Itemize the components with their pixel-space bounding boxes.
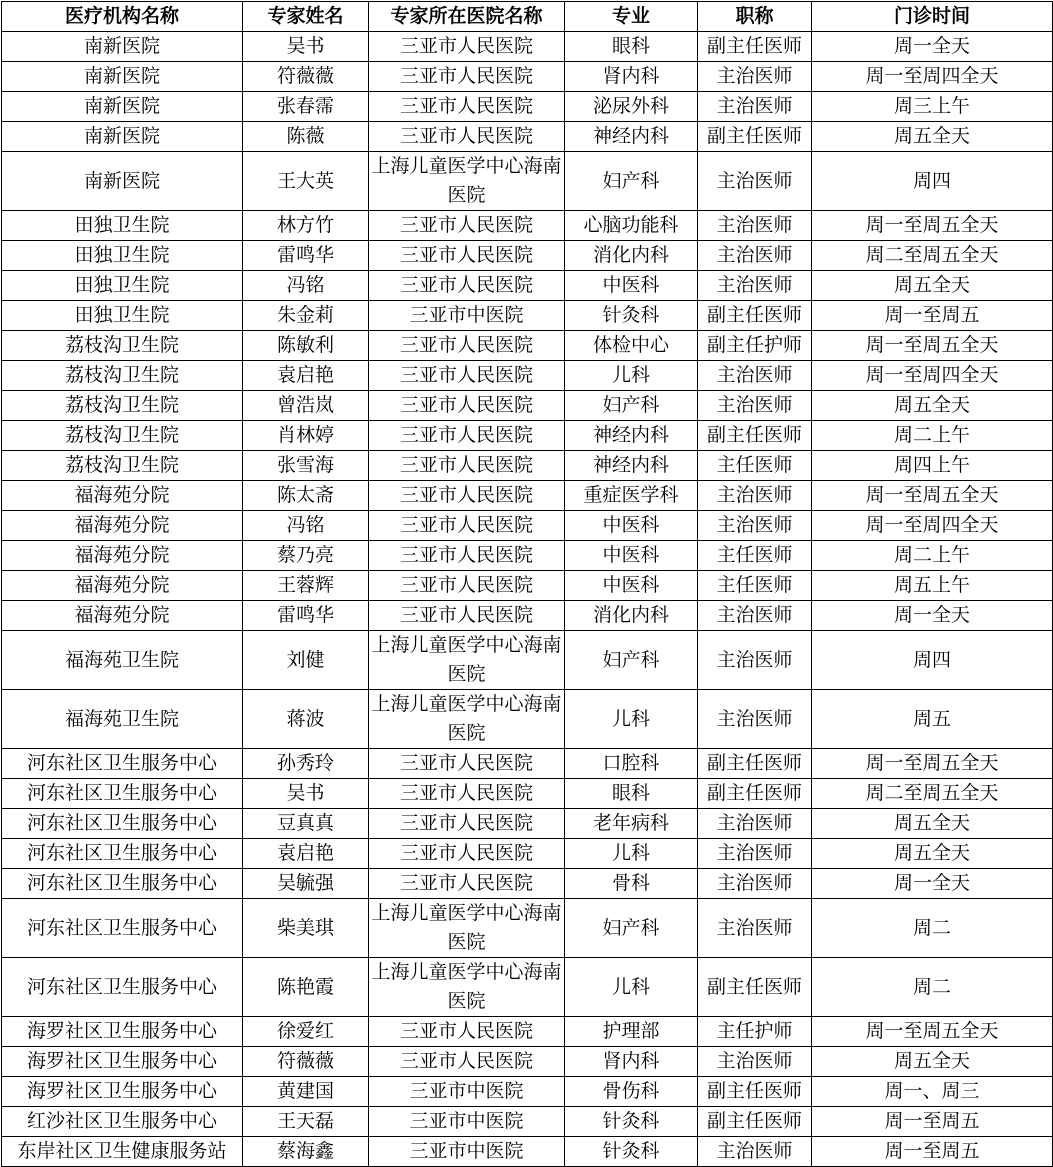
institution-cell: 南新医院: [2, 122, 243, 152]
expert-name-cell: 柴美琪: [243, 899, 369, 958]
institution-cell: 南新医院: [2, 152, 243, 211]
expert-hospital-cell: 三亚市人民医院: [369, 211, 565, 241]
specialty-cell: 口腔科: [565, 749, 698, 779]
table-row: [2, 1077, 1053, 1107]
expert-hospital-cell: 上海儿童医学中心海南医院: [369, 690, 565, 749]
table-row: [2, 958, 1053, 1017]
title-cell: 主治医师: [698, 690, 812, 749]
expert-hospital-cell: 三亚市人民医院: [369, 62, 565, 92]
expert-hospital-cell: 三亚市人民医院: [369, 32, 565, 62]
institution-cell: 东岸社区卫生健康服务站: [2, 1137, 243, 1167]
title-cell: 副主任医师: [698, 1077, 812, 1107]
clinic-time-cell: 周一至周五全天: [812, 749, 1053, 779]
institution-cell: 荔枝沟卫生院: [2, 331, 243, 361]
expert-name-cell: 朱金莉: [243, 301, 369, 331]
title-cell: 副主任医师: [698, 301, 812, 331]
table-row: [2, 62, 1053, 92]
clinic-time-cell: 周一至周五: [812, 1137, 1053, 1167]
table-row: [2, 541, 1053, 571]
table-row: [2, 869, 1053, 899]
expert-hospital-cell: 上海儿童医学中心海南医院: [369, 899, 565, 958]
title-cell: 主治医师: [698, 481, 812, 511]
specialty-cell: 消化内科: [565, 601, 698, 631]
institution-cell: 福海苑卫生院: [2, 631, 243, 690]
title-cell: 副主任医师: [698, 421, 812, 451]
clinic-time-cell: 周四上午: [812, 451, 1053, 481]
specialty-cell: 护理部: [565, 1017, 698, 1047]
title-cell: 主治医师: [698, 511, 812, 541]
expert-name-cell: 符薇薇: [243, 62, 369, 92]
expert-hospital-cell: 三亚市人民医院: [369, 779, 565, 809]
clinic-time-cell: 周二上午: [812, 421, 1053, 451]
title-cell: 主治医师: [698, 1047, 812, 1077]
expert-hospital-cell: 三亚市人民医院: [369, 511, 565, 541]
clinic-time-cell: 周五: [812, 690, 1053, 749]
expert-hospital-cell: 三亚市人民医院: [369, 241, 565, 271]
expert-name-cell: 袁启艳: [243, 839, 369, 869]
header-expert-name: 专家姓名: [243, 2, 369, 32]
title-cell: 主治医师: [698, 62, 812, 92]
table-row: [2, 301, 1053, 331]
institution-cell: 田独卫生院: [2, 241, 243, 271]
clinic-time-cell: 周一至周五全天: [812, 331, 1053, 361]
expert-hospital-cell: 上海儿童医学中心海南医院: [369, 631, 565, 690]
expert-hospital-cell: 三亚市中医院: [369, 1137, 565, 1167]
expert-hospital-cell: 三亚市人民医院: [369, 451, 565, 481]
expert-hospital-cell: 三亚市人民医院: [369, 749, 565, 779]
table-row: [2, 271, 1053, 301]
specialty-cell: 中医科: [565, 271, 698, 301]
expert-name-cell: 冯铭: [243, 511, 369, 541]
title-cell: 主治医师: [698, 92, 812, 122]
clinic-time-cell: 周五全天: [812, 809, 1053, 839]
title-cell: 主任医师: [698, 451, 812, 481]
table-row: [2, 571, 1053, 601]
institution-cell: 荔枝沟卫生院: [2, 451, 243, 481]
table-row: [2, 1107, 1053, 1137]
clinic-time-cell: 周一至周四全天: [812, 511, 1053, 541]
title-cell: 主治医师: [698, 391, 812, 421]
specialty-cell: 妇产科: [565, 631, 698, 690]
table-row: [2, 511, 1053, 541]
expert-name-cell: 吴毓强: [243, 869, 369, 899]
clinic-time-cell: 周一至周五: [812, 1107, 1053, 1137]
expert-name-cell: 袁启艳: [243, 361, 369, 391]
table-body: [2, 32, 1053, 1167]
expert-name-cell: 陈太斋: [243, 481, 369, 511]
clinic-time-cell: 周一至周四全天: [812, 62, 1053, 92]
clinic-time-cell: 周五全天: [812, 839, 1053, 869]
title-cell: 主治医师: [698, 631, 812, 690]
specialty-cell: 妇产科: [565, 152, 698, 211]
institution-cell: 河东社区卫生服务中心: [2, 809, 243, 839]
specialty-cell: 中医科: [565, 541, 698, 571]
institution-cell: 田独卫生院: [2, 271, 243, 301]
institution-cell: 福海苑分院: [2, 511, 243, 541]
institution-cell: 河东社区卫生服务中心: [2, 839, 243, 869]
expert-hospital-cell: 三亚市人民医院: [369, 481, 565, 511]
title-cell: 主任医师: [698, 571, 812, 601]
expert-name-cell: 陈薇: [243, 122, 369, 152]
expert-hospital-cell: 三亚市中医院: [369, 301, 565, 331]
expert-name-cell: 黄建国: [243, 1077, 369, 1107]
clinic-time-cell: 周二至周五全天: [812, 779, 1053, 809]
expert-hospital-cell: 上海儿童医学中心海南医院: [369, 958, 565, 1017]
clinic-time-cell: 周一、周三: [812, 1077, 1053, 1107]
expert-name-cell: 蔡乃亮: [243, 541, 369, 571]
specialty-cell: 儿科: [565, 839, 698, 869]
institution-cell: 南新医院: [2, 32, 243, 62]
expert-name-cell: 豆真真: [243, 809, 369, 839]
institution-cell: 河东社区卫生服务中心: [2, 779, 243, 809]
title-cell: 主治医师: [698, 271, 812, 301]
expert-hospital-cell: 三亚市人民医院: [369, 839, 565, 869]
specialty-cell: 神经内科: [565, 122, 698, 152]
title-cell: 主治医师: [698, 869, 812, 899]
table-row: [2, 1017, 1053, 1047]
title-cell: 副主任医师: [698, 779, 812, 809]
title-cell: 主治医师: [698, 809, 812, 839]
table-row: [2, 32, 1053, 62]
specialist-schedule-table: [1, 1, 1053, 1167]
table-row: [2, 92, 1053, 122]
table-row: [2, 421, 1053, 451]
institution-cell: 红沙社区卫生服务中心: [2, 1107, 243, 1137]
institution-cell: 荔枝沟卫生院: [2, 391, 243, 421]
title-cell: 主治医师: [698, 899, 812, 958]
title-cell: 副主任护师: [698, 331, 812, 361]
institution-cell: 福海苑分院: [2, 601, 243, 631]
specialty-cell: 儿科: [565, 361, 698, 391]
specialty-cell: 针灸科: [565, 1107, 698, 1137]
table-row: [2, 809, 1053, 839]
expert-name-cell: 刘健: [243, 631, 369, 690]
expert-name-cell: 王天磊: [243, 1107, 369, 1137]
expert-hospital-cell: 三亚市人民医院: [369, 809, 565, 839]
header-specialty: 专业: [565, 2, 698, 32]
title-cell: 副主任医师: [698, 1107, 812, 1137]
table-row: [2, 749, 1053, 779]
institution-cell: 河东社区卫生服务中心: [2, 899, 243, 958]
table-row: [2, 839, 1053, 869]
specialty-cell: 针灸科: [565, 1137, 698, 1167]
table-row: [2, 152, 1053, 211]
specialty-cell: 儿科: [565, 690, 698, 749]
table-row: [2, 122, 1053, 152]
expert-name-cell: 陈敏利: [243, 331, 369, 361]
institution-cell: 海罗社区卫生服务中心: [2, 1077, 243, 1107]
institution-cell: 福海苑卫生院: [2, 690, 243, 749]
institution-cell: 海罗社区卫生服务中心: [2, 1047, 243, 1077]
title-cell: 副主任医师: [698, 958, 812, 1017]
clinic-time-cell: 周一至周五全天: [812, 481, 1053, 511]
expert-hospital-cell: 三亚市人民医院: [369, 1047, 565, 1077]
institution-cell: 荔枝沟卫生院: [2, 421, 243, 451]
title-cell: 主治医师: [698, 1137, 812, 1167]
table-row: [2, 451, 1053, 481]
expert-name-cell: 孙秀玲: [243, 749, 369, 779]
table-row: [2, 1137, 1053, 1167]
clinic-time-cell: 周二: [812, 958, 1053, 1017]
expert-name-cell: 蒋波: [243, 690, 369, 749]
institution-cell: 南新医院: [2, 92, 243, 122]
expert-hospital-cell: 三亚市人民医院: [369, 331, 565, 361]
expert-hospital-cell: 三亚市人民医院: [369, 271, 565, 301]
clinic-time-cell: 周五全天: [812, 271, 1053, 301]
specialty-cell: 中医科: [565, 511, 698, 541]
title-cell: 副主任医师: [698, 32, 812, 62]
expert-name-cell: 张春霈: [243, 92, 369, 122]
table-row: [2, 779, 1053, 809]
institution-cell: 河东社区卫生服务中心: [2, 958, 243, 1017]
title-cell: 副主任医师: [698, 749, 812, 779]
table-row: [2, 1047, 1053, 1077]
header-clinic-time: 门诊时间: [812, 2, 1053, 32]
table-row: [2, 631, 1053, 690]
title-cell: 主治医师: [698, 361, 812, 391]
specialty-cell: 儿科: [565, 958, 698, 1017]
expert-hospital-cell: 三亚市人民医院: [369, 122, 565, 152]
specialty-cell: 心脑功能科: [565, 211, 698, 241]
table-row: [2, 899, 1053, 958]
title-cell: 主治医师: [698, 839, 812, 869]
institution-cell: 河东社区卫生服务中心: [2, 869, 243, 899]
institution-cell: 田独卫生院: [2, 301, 243, 331]
clinic-time-cell: 周二至周五全天: [812, 241, 1053, 271]
clinic-time-cell: 周一至周五全天: [812, 211, 1053, 241]
clinic-time-cell: 周一至周五全天: [812, 1017, 1053, 1047]
expert-name-cell: 王蓉辉: [243, 571, 369, 601]
clinic-time-cell: 周四: [812, 152, 1053, 211]
title-cell: 主治医师: [698, 152, 812, 211]
expert-name-cell: 符薇薇: [243, 1047, 369, 1077]
expert-hospital-cell: 三亚市人民医院: [369, 391, 565, 421]
specialty-cell: 泌尿外科: [565, 92, 698, 122]
table-row: [2, 690, 1053, 749]
title-cell: 主任医师: [698, 541, 812, 571]
title-cell: 主治医师: [698, 601, 812, 631]
table-row: [2, 331, 1053, 361]
expert-name-cell: 林方竹: [243, 211, 369, 241]
expert-hospital-cell: 三亚市人民医院: [369, 421, 565, 451]
expert-name-cell: 蔡海鑫: [243, 1137, 369, 1167]
clinic-time-cell: 周五上午: [812, 571, 1053, 601]
expert-hospital-cell: 三亚市人民医院: [369, 571, 565, 601]
expert-name-cell: 冯铭: [243, 271, 369, 301]
specialty-cell: 针灸科: [565, 301, 698, 331]
clinic-time-cell: 周二上午: [812, 541, 1053, 571]
expert-hospital-cell: 三亚市人民医院: [369, 1017, 565, 1047]
institution-cell: 海罗社区卫生服务中心: [2, 1017, 243, 1047]
expert-name-cell: 吴书: [243, 32, 369, 62]
institution-cell: 河东社区卫生服务中心: [2, 749, 243, 779]
specialty-cell: 骨科: [565, 869, 698, 899]
header-title: 职称: [698, 2, 812, 32]
expert-name-cell: 王大英: [243, 152, 369, 211]
expert-name-cell: 张雪海: [243, 451, 369, 481]
specialty-cell: 骨伤科: [565, 1077, 698, 1107]
clinic-time-cell: 周五全天: [812, 391, 1053, 421]
clinic-time-cell: 周一至周四全天: [812, 361, 1053, 391]
specialty-cell: 妇产科: [565, 899, 698, 958]
expert-hospital-cell: 三亚市中医院: [369, 1107, 565, 1137]
expert-hospital-cell: 三亚市人民医院: [369, 361, 565, 391]
header-institution: 医疗机构名称: [2, 2, 243, 32]
specialty-cell: 老年病科: [565, 809, 698, 839]
clinic-time-cell: 周二: [812, 899, 1053, 958]
specialty-cell: 体检中心: [565, 331, 698, 361]
header-row: [2, 2, 1053, 32]
specialty-cell: 中医科: [565, 571, 698, 601]
specialty-cell: 神经内科: [565, 451, 698, 481]
specialty-cell: 眼科: [565, 779, 698, 809]
clinic-time-cell: 周三上午: [812, 92, 1053, 122]
expert-name-cell: 曾浩岚: [243, 391, 369, 421]
specialty-cell: 消化内科: [565, 241, 698, 271]
institution-cell: 福海苑分院: [2, 571, 243, 601]
institution-cell: 荔枝沟卫生院: [2, 361, 243, 391]
expert-hospital-cell: 三亚市人民医院: [369, 601, 565, 631]
title-cell: 主治医师: [698, 211, 812, 241]
table-row: [2, 241, 1053, 271]
clinic-time-cell: 周五全天: [812, 122, 1053, 152]
specialty-cell: 肾内科: [565, 1047, 698, 1077]
clinic-time-cell: 周四: [812, 631, 1053, 690]
table-row: [2, 211, 1053, 241]
clinic-time-cell: 周一全天: [812, 869, 1053, 899]
institution-cell: 田独卫生院: [2, 211, 243, 241]
clinic-time-cell: 周五全天: [812, 1047, 1053, 1077]
header-expert-hospital: 专家所在医院名称: [369, 2, 565, 32]
clinic-time-cell: 周一全天: [812, 32, 1053, 62]
specialty-cell: 肾内科: [565, 62, 698, 92]
title-cell: 主治医师: [698, 241, 812, 271]
institution-cell: 南新医院: [2, 62, 243, 92]
expert-name-cell: 肖林婷: [243, 421, 369, 451]
expert-name-cell: 陈艳霞: [243, 958, 369, 1017]
title-cell: 副主任医师: [698, 122, 812, 152]
expert-hospital-cell: 三亚市人民医院: [369, 541, 565, 571]
clinic-time-cell: 周一至周五: [812, 301, 1053, 331]
expert-name-cell: 雷鸣华: [243, 601, 369, 631]
expert-hospital-cell: 上海儿童医学中心海南医院: [369, 152, 565, 211]
expert-name-cell: 徐爱红: [243, 1017, 369, 1047]
title-cell: 主任护师: [698, 1017, 812, 1047]
institution-cell: 福海苑分院: [2, 541, 243, 571]
table-row: [2, 391, 1053, 421]
specialty-cell: 重症医学科: [565, 481, 698, 511]
specialty-cell: 妇产科: [565, 391, 698, 421]
expert-hospital-cell: 三亚市人民医院: [369, 92, 565, 122]
table-row: [2, 601, 1053, 631]
specialty-cell: 眼科: [565, 32, 698, 62]
expert-hospital-cell: 三亚市中医院: [369, 1077, 565, 1107]
table-row: [2, 481, 1053, 511]
institution-cell: 福海苑分院: [2, 481, 243, 511]
expert-name-cell: 吴书: [243, 779, 369, 809]
expert-hospital-cell: 三亚市人民医院: [369, 869, 565, 899]
specialty-cell: 神经内科: [565, 421, 698, 451]
table-row: [2, 361, 1053, 391]
clinic-time-cell: 周一全天: [812, 601, 1053, 631]
expert-name-cell: 雷鸣华: [243, 241, 369, 271]
